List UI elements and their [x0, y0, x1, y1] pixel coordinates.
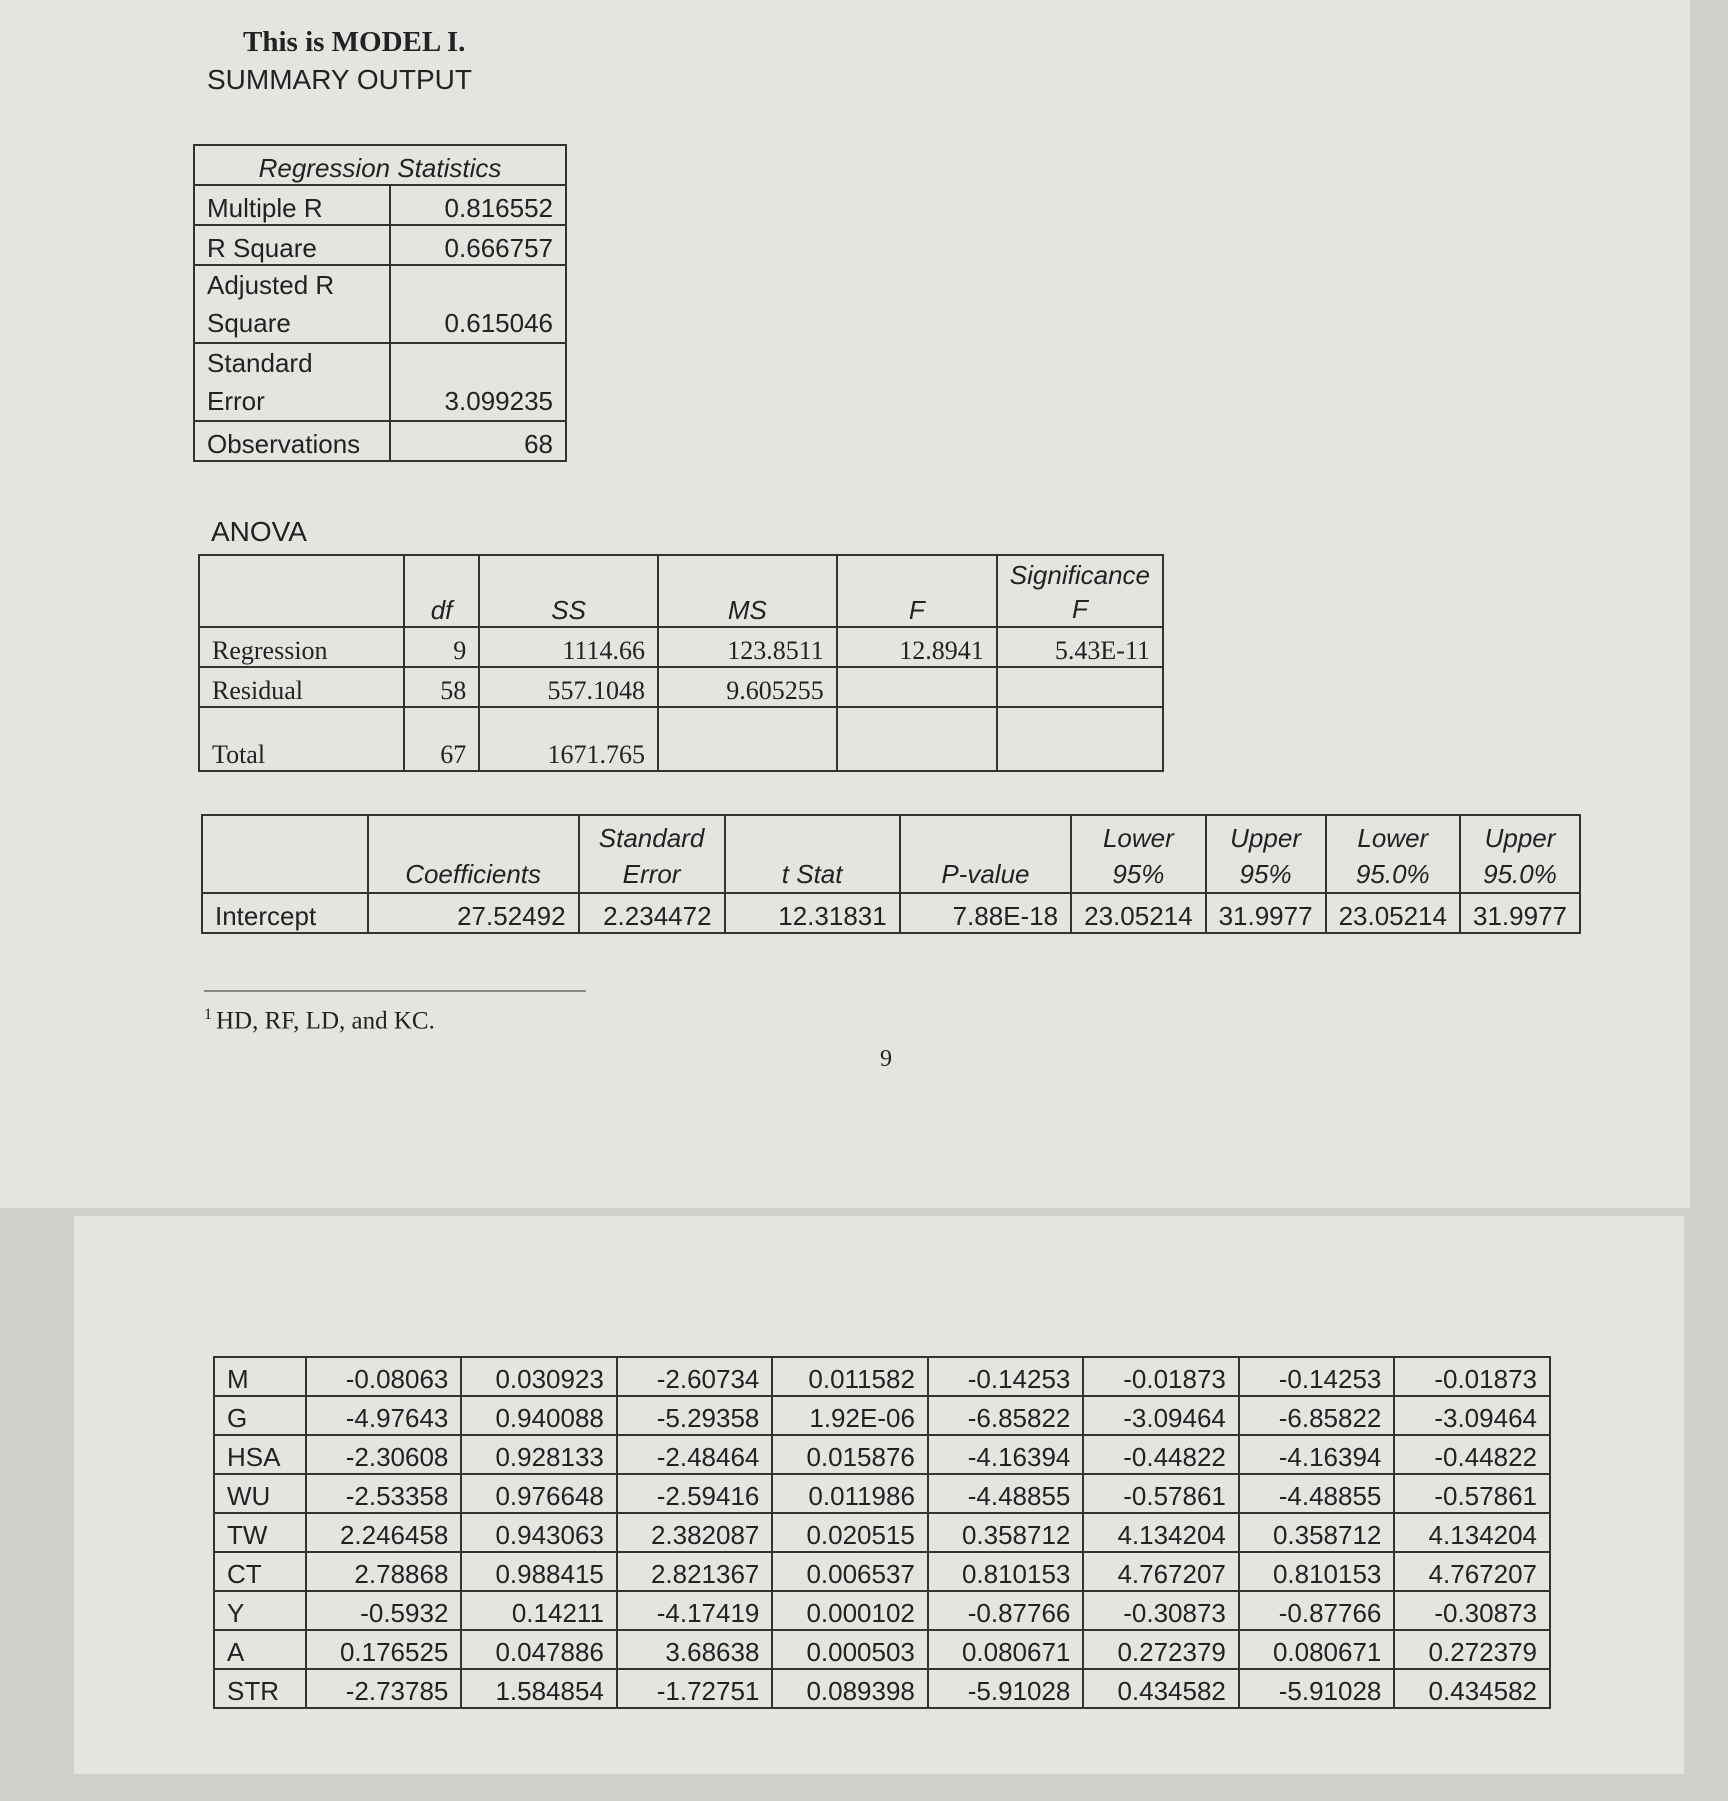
table-row	[199, 707, 1163, 771]
table-cell: 4.767207	[1394, 1552, 1550, 1591]
footnote-divider	[204, 990, 586, 992]
table-cell: 0.943063	[461, 1513, 617, 1552]
table-cell: 0.940088	[461, 1396, 617, 1435]
stat-value: 0.615046	[390, 265, 566, 343]
table-cell: -0.44822	[1394, 1435, 1550, 1474]
table-cell: -0.14253	[1239, 1357, 1395, 1396]
variable-name: CT	[214, 1552, 306, 1591]
table-cell: 0.976648	[461, 1474, 617, 1513]
table-cell: 9	[404, 627, 479, 667]
column-header: Lower 95%	[1071, 815, 1205, 893]
column-header	[202, 815, 368, 893]
column-header: Upper 95.0%	[1460, 815, 1580, 893]
table-cell: -2.53358	[306, 1474, 462, 1513]
table-cell: -5.29358	[617, 1396, 773, 1435]
table-cell: 0.030923	[461, 1357, 617, 1396]
table-row	[194, 421, 566, 461]
table-cell: 0.988415	[461, 1552, 617, 1591]
regression-statistics-caption: Regression Statistics	[194, 145, 566, 185]
column-header: Lower 95.0%	[1326, 815, 1460, 893]
footnote	[204, 1006, 435, 1035]
table-cell	[658, 707, 837, 771]
table-row	[194, 185, 566, 225]
table-cell: 0.14211	[461, 1591, 617, 1630]
column-header	[199, 555, 404, 627]
table-cell: Residual	[199, 667, 404, 707]
table-cell: -5.91028	[928, 1669, 1084, 1708]
document-page-2	[74, 1216, 1684, 1774]
table-cell: -4.16394	[1239, 1435, 1395, 1474]
table-cell: 1671.765	[479, 707, 658, 771]
column-header: F	[837, 555, 997, 627]
table-cell: -2.59416	[617, 1474, 773, 1513]
stat-value: 3.099235	[390, 343, 566, 421]
table-cell: 0.928133	[461, 1435, 617, 1474]
table-cell: 0.810153	[928, 1552, 1084, 1591]
table-cell	[837, 707, 997, 771]
table-cell: 1.584854	[461, 1669, 617, 1708]
table-cell: 12.31831	[725, 893, 900, 933]
anova-table	[198, 554, 1164, 772]
variable-name: STR	[214, 1669, 306, 1708]
table-cell: -4.48855	[1239, 1474, 1395, 1513]
table-cell: 0.080671	[1239, 1630, 1395, 1669]
stat-label: Adjusted R Square	[194, 265, 390, 343]
table-row	[214, 1396, 1550, 1435]
table-cell: 7.88E-18	[900, 893, 1071, 933]
table-row	[199, 667, 1163, 707]
table-cell: 0.434582	[1394, 1669, 1550, 1708]
table-cell: 0.000102	[772, 1591, 928, 1630]
footnote-text: HD, RF, LD, and KC.	[216, 1007, 435, 1035]
table-cell: 0.434582	[1083, 1669, 1239, 1708]
column-header: Standard Error	[579, 815, 725, 893]
table-cell: 0.358712	[1239, 1513, 1395, 1552]
stat-value: 68	[390, 421, 566, 461]
table-cell: -4.17419	[617, 1591, 773, 1630]
column-header: SS	[479, 555, 658, 627]
table-cell: -2.73785	[306, 1669, 462, 1708]
table-row	[194, 265, 566, 343]
table-cell: 0.810153	[1239, 1552, 1395, 1591]
stat-label: Multiple R	[194, 185, 390, 225]
table-row	[214, 1513, 1550, 1552]
column-header: Significance F	[997, 555, 1163, 627]
table-cell: Regression	[199, 627, 404, 667]
column-header: MS	[658, 555, 837, 627]
table-cell: 0.176525	[306, 1630, 462, 1669]
table-cell: -0.08063	[306, 1357, 462, 1396]
table-cell: 3.68638	[617, 1630, 773, 1669]
regression-statistics-table	[193, 144, 567, 462]
table-cell: Intercept	[202, 893, 368, 933]
table-row	[214, 1435, 1550, 1474]
table-row	[214, 1357, 1550, 1396]
table-cell: -3.09464	[1083, 1396, 1239, 1435]
table-cell: Total	[199, 707, 404, 771]
table-cell	[997, 667, 1163, 707]
table-cell: -2.48464	[617, 1435, 773, 1474]
table-row	[214, 1552, 1550, 1591]
table-cell: -0.30873	[1083, 1591, 1239, 1630]
table-cell: -4.16394	[928, 1435, 1084, 1474]
table-cell: 12.8941	[837, 627, 997, 667]
summary-output-heading: SUMMARY OUTPUT	[207, 64, 472, 95]
table-cell: 0.006537	[772, 1552, 928, 1591]
table-cell: 1114.66	[479, 627, 658, 667]
table-cell: 2.821367	[617, 1552, 773, 1591]
stat-label: Standard Error	[194, 343, 390, 421]
table-cell: 2.234472	[579, 893, 725, 933]
table-cell: -4.97643	[306, 1396, 462, 1435]
anova-heading: ANOVA	[211, 516, 307, 547]
table-cell: 2.78868	[306, 1552, 462, 1591]
table-cell: 1.92E-06	[772, 1396, 928, 1435]
table-cell: 2.246458	[306, 1513, 462, 1552]
variable-name: HSA	[214, 1435, 306, 1474]
table-cell: 4.767207	[1083, 1552, 1239, 1591]
table-cell: 5.43E-11	[997, 627, 1163, 667]
table-cell: -0.14253	[928, 1357, 1084, 1396]
table-cell: -2.30608	[306, 1435, 462, 1474]
coefficients-table	[201, 814, 1581, 934]
table-cell: -3.09464	[1394, 1396, 1550, 1435]
variable-name: WU	[214, 1474, 306, 1513]
table-cell: 123.8511	[658, 627, 837, 667]
stat-label: R Square	[194, 225, 390, 265]
table-cell: -0.44822	[1083, 1435, 1239, 1474]
table-cell: 0.272379	[1083, 1630, 1239, 1669]
stat-value: 0.666757	[390, 225, 566, 265]
table-row	[214, 1474, 1550, 1513]
variable-name: Y	[214, 1591, 306, 1630]
variable-name: G	[214, 1396, 306, 1435]
table-cell: 2.382087	[617, 1513, 773, 1552]
table-cell: -4.48855	[928, 1474, 1084, 1513]
table-cell: 23.05214	[1326, 893, 1460, 933]
table-cell: 58	[404, 667, 479, 707]
table-cell	[997, 707, 1163, 771]
table-cell: -0.87766	[928, 1591, 1084, 1630]
table-cell: 0.000503	[772, 1630, 928, 1669]
footnote-marker: 1	[204, 1006, 212, 1023]
table-cell: -0.5932	[306, 1591, 462, 1630]
page-number: 9	[880, 1046, 892, 1072]
table-cell: -0.01873	[1394, 1357, 1550, 1396]
table-cell: -5.91028	[1239, 1669, 1395, 1708]
table-cell: -0.87766	[1239, 1591, 1395, 1630]
table-row	[194, 225, 566, 265]
table-cell: -0.57861	[1394, 1474, 1550, 1513]
table-cell: 31.9977	[1206, 893, 1326, 933]
table-cell	[837, 667, 997, 707]
table-cell: 0.011582	[772, 1357, 928, 1396]
column-header: df	[404, 555, 479, 627]
table-row	[214, 1630, 1550, 1669]
table-cell: -0.57861	[1083, 1474, 1239, 1513]
table-cell: 557.1048	[479, 667, 658, 707]
table-cell: 4.134204	[1394, 1513, 1550, 1552]
table-cell: 27.52492	[368, 893, 579, 933]
column-header: t Stat	[725, 815, 900, 893]
table-cell: -0.30873	[1394, 1591, 1550, 1630]
table-cell: 4.134204	[1083, 1513, 1239, 1552]
variable-name: A	[214, 1630, 306, 1669]
table-cell: -6.85822	[928, 1396, 1084, 1435]
table-cell: -2.60734	[617, 1357, 773, 1396]
table-row	[214, 1669, 1550, 1708]
stat-value: 0.816552	[390, 185, 566, 225]
table-cell: 0.020515	[772, 1513, 928, 1552]
table-cell: 0.011986	[772, 1474, 928, 1513]
table-header-row	[202, 815, 1580, 893]
column-header: P-value	[900, 815, 1071, 893]
column-header: Coefficients	[368, 815, 579, 893]
model-title: This is MODEL I.	[243, 26, 466, 58]
table-cell: 0.358712	[928, 1513, 1084, 1552]
table-cell: 23.05214	[1071, 893, 1205, 933]
table-cell: 0.080671	[928, 1630, 1084, 1669]
table-cell: 67	[404, 707, 479, 771]
table-cell: -0.01873	[1083, 1357, 1239, 1396]
table-cell: 0.272379	[1394, 1630, 1550, 1669]
table-cell: -1.72751	[617, 1669, 773, 1708]
table-cell: 31.9977	[1460, 893, 1580, 933]
table-row	[199, 627, 1163, 667]
table-cell: 0.047886	[461, 1630, 617, 1669]
stat-label: Observations	[194, 421, 390, 461]
column-header: Upper 95%	[1206, 815, 1326, 893]
table-row	[202, 893, 1580, 933]
variable-name: M	[214, 1357, 306, 1396]
table-cell: 0.015876	[772, 1435, 928, 1474]
variable-name: TW	[214, 1513, 306, 1552]
variable-coefficients-table	[213, 1356, 1551, 1709]
table-row	[214, 1591, 1550, 1630]
table-cell: 0.089398	[772, 1669, 928, 1708]
table-cell: -6.85822	[1239, 1396, 1395, 1435]
table-cell: 9.605255	[658, 667, 837, 707]
table-row	[194, 343, 566, 421]
table-header-row	[199, 555, 1163, 627]
